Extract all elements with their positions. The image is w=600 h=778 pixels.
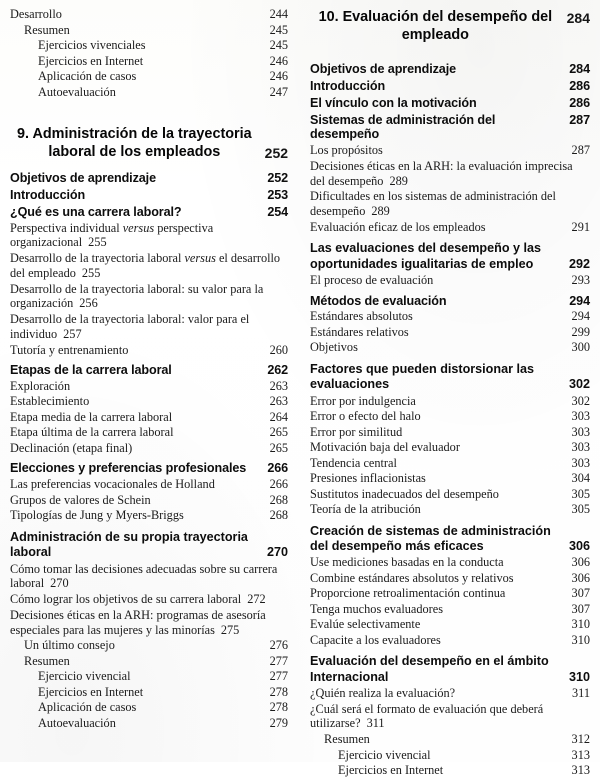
toc-left-column xyxy=(10,6,300,762)
toc-entry[interactable] xyxy=(10,425,288,440)
toc-entry[interactable] xyxy=(310,409,590,424)
toc-entry-page: 303 xyxy=(571,455,590,470)
toc-entry-page: 263 xyxy=(269,378,289,393)
toc-entry[interactable] xyxy=(10,410,288,425)
toc-entry-page: 252 xyxy=(267,171,289,185)
toc-entry-label: Cómo tomar las decisiones adecuadas sobre su carrera laboral xyxy=(10,561,278,591)
toc-entry-page: 306 xyxy=(571,570,590,585)
toc-entry-page: 302 xyxy=(568,377,590,392)
toc-entry-label: Declinación (etapa final) xyxy=(10,440,133,455)
toc-entry-label: Desarrollo de la trayectoria laboral: valor para el individuo xyxy=(10,312,250,341)
toc-entry[interactable] xyxy=(10,221,288,251)
toc-entry-page: 313 xyxy=(571,747,590,762)
toc-entry-page: 302 xyxy=(571,393,590,408)
chapter-title-line1: Administración de la trayectoria xyxy=(32,126,252,142)
toc-entry[interactable] xyxy=(310,96,590,111)
toc-entry-label: Estándares relativos xyxy=(310,324,409,339)
toc-entry-label: Autoevaluación xyxy=(38,715,116,730)
toc-entry-page: 291 xyxy=(571,219,590,234)
toc-entry-label: ¿Cuál será el formato de evaluación que deberá utilizarse? xyxy=(310,701,544,731)
toc-entry-label: Resumen xyxy=(24,22,70,37)
toc-entry[interactable] xyxy=(10,700,288,715)
toc-entry-page: 289 xyxy=(389,173,408,188)
toc-entry-page: 286 xyxy=(569,95,590,110)
toc-entry-label: Evalúe selectivamente xyxy=(310,617,421,632)
toc-entry-page: 275 xyxy=(220,622,240,637)
toc-entry-page: 303 xyxy=(571,409,590,424)
toc-entry[interactable] xyxy=(310,362,590,393)
toc-entry[interactable] xyxy=(310,617,590,632)
toc-entry-label: Ejercicio vivencial xyxy=(38,669,131,684)
toc-entry[interactable] xyxy=(10,394,288,409)
toc-entry[interactable] xyxy=(10,7,288,22)
toc-entry-page: 266 xyxy=(269,477,289,492)
toc-entry-label: Tutoría y entrenamiento xyxy=(10,342,129,357)
toc-entry-label: Combine estándares absolutos y relativos xyxy=(310,570,514,585)
toc-entry[interactable] xyxy=(310,113,590,143)
toc-entry[interactable] xyxy=(310,273,590,288)
toc-entry-label: Proporcione retroalimentación continua xyxy=(310,586,506,601)
toc-entry-label: Error por indulgencia xyxy=(310,393,416,408)
toc-entry-label: Objetivos de aprendizaje xyxy=(10,171,156,185)
toc-entry-label: Administración de su propia trayectoria laboral xyxy=(10,529,248,560)
toc-entry[interactable] xyxy=(310,440,590,455)
toc-entry-page: 305 xyxy=(571,502,590,517)
toc-entry-page: 304 xyxy=(571,471,590,486)
toc-entry[interactable] xyxy=(10,508,288,523)
toc-entry-page: 276 xyxy=(269,638,289,653)
toc-entry-label: Desarrollo xyxy=(10,7,62,21)
toc-entry[interactable] xyxy=(310,62,590,77)
toc-entry-label: Un último consejo xyxy=(24,638,115,653)
toc-entry-page: 264 xyxy=(269,409,289,424)
toc-entry-page: 300 xyxy=(571,340,590,355)
toc-entry-page: 263 xyxy=(269,394,289,409)
toc-entry[interactable] xyxy=(10,685,288,700)
toc-entry[interactable] xyxy=(10,441,288,456)
toc-entry-label: Sustitutos inadecuados del desempeño xyxy=(310,486,499,501)
toc-entry-label: Objetivos de aprendizaje xyxy=(310,62,457,76)
toc-entry-label: Factores que pueden distorsionar las evaluaciones xyxy=(310,361,534,392)
toc-entry-label: Las preferencias vocacionales de Holland xyxy=(10,477,215,492)
toc-entry-page: 272 xyxy=(247,592,266,607)
toc-entry[interactable] xyxy=(310,325,590,340)
toc-entry-page: 270 xyxy=(50,576,69,591)
toc-entry[interactable] xyxy=(310,633,590,648)
toc-entry-page: 245 xyxy=(269,38,289,52)
toc-entry-label: Presiones inflacionistas xyxy=(310,471,426,486)
toc-entry-page: 294 xyxy=(569,293,590,308)
toc-entry[interactable] xyxy=(310,340,590,355)
toc-entry-label: Etapa última de la carrera laboral xyxy=(10,425,174,440)
toc-entry[interactable] xyxy=(310,79,590,94)
toc-entry-label: Ejercicios en Internet xyxy=(338,763,444,778)
toc-entry-page: 310 xyxy=(571,617,590,632)
toc-entry-label: Cómo lograr los objetivos de su carrera laboral xyxy=(10,592,242,607)
toc-entry-label: Use mediciones basadas en la conducta xyxy=(310,555,504,570)
toc-entry-label: Evaluación del desempeño en el ámbito Internacional xyxy=(310,654,549,684)
toc-entry-page: 306 xyxy=(571,555,590,570)
toc-entry[interactable] xyxy=(10,188,288,203)
toc-entry-label: Elecciones y preferencias profesionales xyxy=(10,461,247,476)
toc-entry-label: Aplicación de casos xyxy=(38,700,137,715)
toc-entry-label: Los propósitos xyxy=(310,143,383,158)
toc-entry-page: 257 xyxy=(63,326,82,341)
toc-entry-page: 279 xyxy=(269,715,289,730)
toc-entry-label: Etapa media de la carrera laboral xyxy=(10,409,173,424)
toc-entry-label: Decisiones éticas en la ARH: la evaluación imprecisa del desempeño xyxy=(310,158,573,188)
toc-entry-page: 268 xyxy=(269,492,289,507)
toc-entry-label: ¿Qué es una carrera laboral? xyxy=(10,204,182,219)
toc-entry[interactable] xyxy=(10,461,288,476)
toc-entry-label: Desarrollo de la trayectoria laboral: su valor para la organización xyxy=(10,281,264,311)
toc-entry-label: Tendencia central xyxy=(310,455,397,470)
toc-entry-label: Error por similitud xyxy=(310,424,403,439)
toc-entry[interactable] xyxy=(10,669,288,684)
toc-entry-page: 286 xyxy=(569,78,590,93)
toc-entry[interactable] xyxy=(10,530,288,561)
toc-entry[interactable] xyxy=(10,477,288,492)
toc-entry-label: Objetivos xyxy=(310,340,358,355)
toc-entry-label: Ejercicios vivenciales xyxy=(38,38,146,52)
chapter-number: 10. xyxy=(318,9,339,25)
toc-entry-page: 311 xyxy=(572,686,590,701)
toc-entry-page: 284 xyxy=(569,62,590,76)
toc-entry-label: Desarrollo de la trayectoria laboral versus el desarrollo del empleado xyxy=(10,251,281,280)
toc-entry-page: 278 xyxy=(269,684,289,699)
toc-entry[interactable] xyxy=(310,702,590,732)
toc-entry-label: Métodos de evaluación xyxy=(310,293,447,308)
toc-entry[interactable] xyxy=(10,251,288,281)
toc-entry-label: Aplicación de casos xyxy=(38,69,137,83)
chapter-heading-9[interactable] xyxy=(10,125,288,161)
toc-entry-page: 277 xyxy=(269,669,289,684)
toc-right-column xyxy=(300,6,590,778)
toc-entry-page: 307 xyxy=(571,586,590,601)
toc-entry-page: 293 xyxy=(571,273,590,288)
toc-entry-page: 289 xyxy=(371,204,390,219)
toc-entry-page: 312 xyxy=(571,732,590,747)
toc-entry-label: Tenga muchos evaluadores xyxy=(310,601,444,616)
toc-entry-label: Resumen xyxy=(24,653,70,668)
chapter-number: 9. xyxy=(17,126,30,142)
toc-entry[interactable] xyxy=(10,85,288,100)
toc-entry-label: Etapas de la carrera laboral xyxy=(10,363,172,378)
toc-entry-label: Exploración xyxy=(10,378,71,393)
toc-entry-label: Introducción xyxy=(310,78,386,93)
toc-entry-label: Creación de sistemas de administración del desempeño más eficaces xyxy=(310,523,551,553)
toc-entry-page: 287 xyxy=(569,112,590,127)
toc-entry-page: 294 xyxy=(571,309,590,324)
toc-entry-label: Tipologías de Jung y Myers-Briggs xyxy=(10,508,184,523)
toc-entry-page: 307 xyxy=(571,601,590,616)
toc-entry[interactable] xyxy=(310,220,590,235)
toc-entry[interactable] xyxy=(310,241,590,272)
toc-entry-label: Evaluación eficaz de los empleados xyxy=(310,219,486,234)
toc-entry-page: 310 xyxy=(571,632,590,647)
toc-entry[interactable] xyxy=(10,654,288,669)
toc-entry[interactable] xyxy=(10,343,288,358)
toc-entry-page: 255 xyxy=(88,235,107,250)
toc-entry-page: 299 xyxy=(571,324,590,339)
toc-entry-page: 303 xyxy=(571,440,590,455)
toc-entry-page: 246 xyxy=(269,69,289,83)
toc-entry[interactable] xyxy=(310,555,590,570)
toc-entry-label: Las evaluaciones del desempeño y las oportunidades igualitarias de empleo xyxy=(310,241,542,271)
toc-entry-label: Autoevaluación xyxy=(38,84,116,99)
toc-entry-page: 246 xyxy=(269,53,289,68)
toc-entry[interactable] xyxy=(310,602,590,617)
toc-entry-label: ¿Quién realiza la evaluación? xyxy=(310,686,456,701)
chapter-title xyxy=(310,8,567,44)
toc-entry-page: 313 xyxy=(571,763,590,778)
toc-entry-label: Ejercicios en Internet xyxy=(38,53,144,68)
toc-entry[interactable] xyxy=(310,294,590,309)
toc-entry[interactable] xyxy=(10,379,288,394)
toc-entry-label: Estándares absolutos xyxy=(310,309,413,324)
toc-entry[interactable] xyxy=(10,638,288,653)
toc-entry[interactable] xyxy=(310,309,590,324)
toc-entry[interactable] xyxy=(310,425,590,440)
toc-entry-page: 310 xyxy=(568,669,590,684)
toc-entry[interactable] xyxy=(10,54,288,69)
toc-entry-label: Establecimiento xyxy=(10,394,90,409)
toc-entry-label: Error o efecto del halo xyxy=(310,409,421,424)
toc-entry[interactable] xyxy=(10,608,288,638)
toc-entry[interactable] xyxy=(310,159,590,189)
toc-entry-label: Ejercicios en Internet xyxy=(38,684,144,699)
toc-entry[interactable] xyxy=(310,571,590,586)
toc-entry[interactable] xyxy=(310,394,590,409)
toc-entry-label: Motivación baja del evaluador xyxy=(310,440,460,455)
chapter-title-line2: laboral de los empleados xyxy=(48,144,221,160)
toc-entry[interactable] xyxy=(10,493,288,508)
chapter-page: 252 xyxy=(264,145,289,161)
toc-entry-label: Ejercicio vivencial xyxy=(338,747,431,762)
toc-entry[interactable] xyxy=(310,654,590,685)
toc-entry-page: 256 xyxy=(79,296,98,311)
toc-entry[interactable] xyxy=(310,471,590,486)
toc-entry-label: El vínculo con la motivación xyxy=(310,95,477,110)
toc-entry-page: 255 xyxy=(81,265,101,280)
toc-entry-label: Teoría de la atribución xyxy=(310,502,421,517)
toc-entry[interactable] xyxy=(310,189,590,219)
toc-entry-page: 260 xyxy=(269,342,289,357)
toc-entry-label: Resumen xyxy=(324,732,370,747)
toc-entry-label: El proceso de evaluación xyxy=(310,273,434,288)
toc-entry-page: 253 xyxy=(267,187,289,202)
toc-entry[interactable] xyxy=(10,716,288,731)
toc-entry-label: Dificultades en los sistemas de administración del desempeño xyxy=(310,189,556,219)
toc-entry-page: 265 xyxy=(269,425,289,440)
toc-entry[interactable] xyxy=(310,524,590,555)
toc-entry[interactable] xyxy=(10,282,288,312)
toc-entry-page: 278 xyxy=(269,700,289,715)
toc-entry-page: 254 xyxy=(267,204,289,219)
chapter-title-line2: empleado xyxy=(401,27,469,43)
toc-entry[interactable] xyxy=(310,143,590,158)
toc-entry-page: 244 xyxy=(269,7,289,21)
toc-entry[interactable] xyxy=(10,562,288,592)
toc-entry-page: 270 xyxy=(267,545,289,560)
chapter-page: 284 xyxy=(566,10,590,26)
toc-entry[interactable] xyxy=(310,456,590,471)
toc-entry[interactable] xyxy=(10,592,288,607)
toc-entry[interactable] xyxy=(310,732,590,747)
toc-entry[interactable] xyxy=(10,38,288,53)
toc-entry[interactable] xyxy=(310,763,590,778)
toc-entry-page: 292 xyxy=(568,256,590,271)
toc-entry-label: Perspectiva individual versus perspectiva organizacional xyxy=(10,220,214,250)
toc-entry[interactable] xyxy=(310,502,590,517)
toc-entry-page: 311 xyxy=(366,716,385,731)
toc-entry-label: Sistemas de administración del desempeño xyxy=(310,112,496,142)
toc-entry-page: 305 xyxy=(571,486,590,501)
toc-entry-page: 277 xyxy=(269,653,289,668)
toc-entry[interactable] xyxy=(310,748,590,763)
toc-entry-label: Capacite a los evaluadores xyxy=(310,632,441,647)
toc-entry-page: 245 xyxy=(269,22,289,37)
toc-entry[interactable] xyxy=(10,69,288,84)
toc-entry-page: 262 xyxy=(267,363,289,378)
toc-entry-label: Introducción xyxy=(10,187,86,202)
toc-entry[interactable] xyxy=(10,205,288,220)
toc-entry-page: 303 xyxy=(571,424,590,439)
toc-entry-page: 306 xyxy=(568,538,590,553)
toc-entry-page: 266 xyxy=(267,461,289,476)
toc-entry[interactable] xyxy=(10,312,288,342)
toc-entry-label: Decisiones éticas en la ARH: programas de asesoría especiales para las mujeres y las minorías xyxy=(10,607,266,637)
toc-entry-page: 287 xyxy=(571,143,590,158)
toc-entry[interactable] xyxy=(310,487,590,502)
toc-entry[interactable] xyxy=(10,23,288,38)
chapter-title xyxy=(10,125,265,161)
toc-entry-label: Grupos de valores de Schein xyxy=(10,492,151,507)
toc-entry-page: 265 xyxy=(269,440,289,455)
toc-entry[interactable] xyxy=(310,586,590,601)
chapter-heading-10[interactable] xyxy=(310,8,590,44)
toc-entry[interactable] xyxy=(10,171,288,186)
chapter-title-line1: Evaluación del desempeño del xyxy=(342,9,553,25)
toc-entry-page: 268 xyxy=(269,508,289,523)
toc-entry-page: 247 xyxy=(269,84,289,99)
toc-entry[interactable] xyxy=(310,686,590,701)
toc-entry[interactable] xyxy=(10,363,288,378)
